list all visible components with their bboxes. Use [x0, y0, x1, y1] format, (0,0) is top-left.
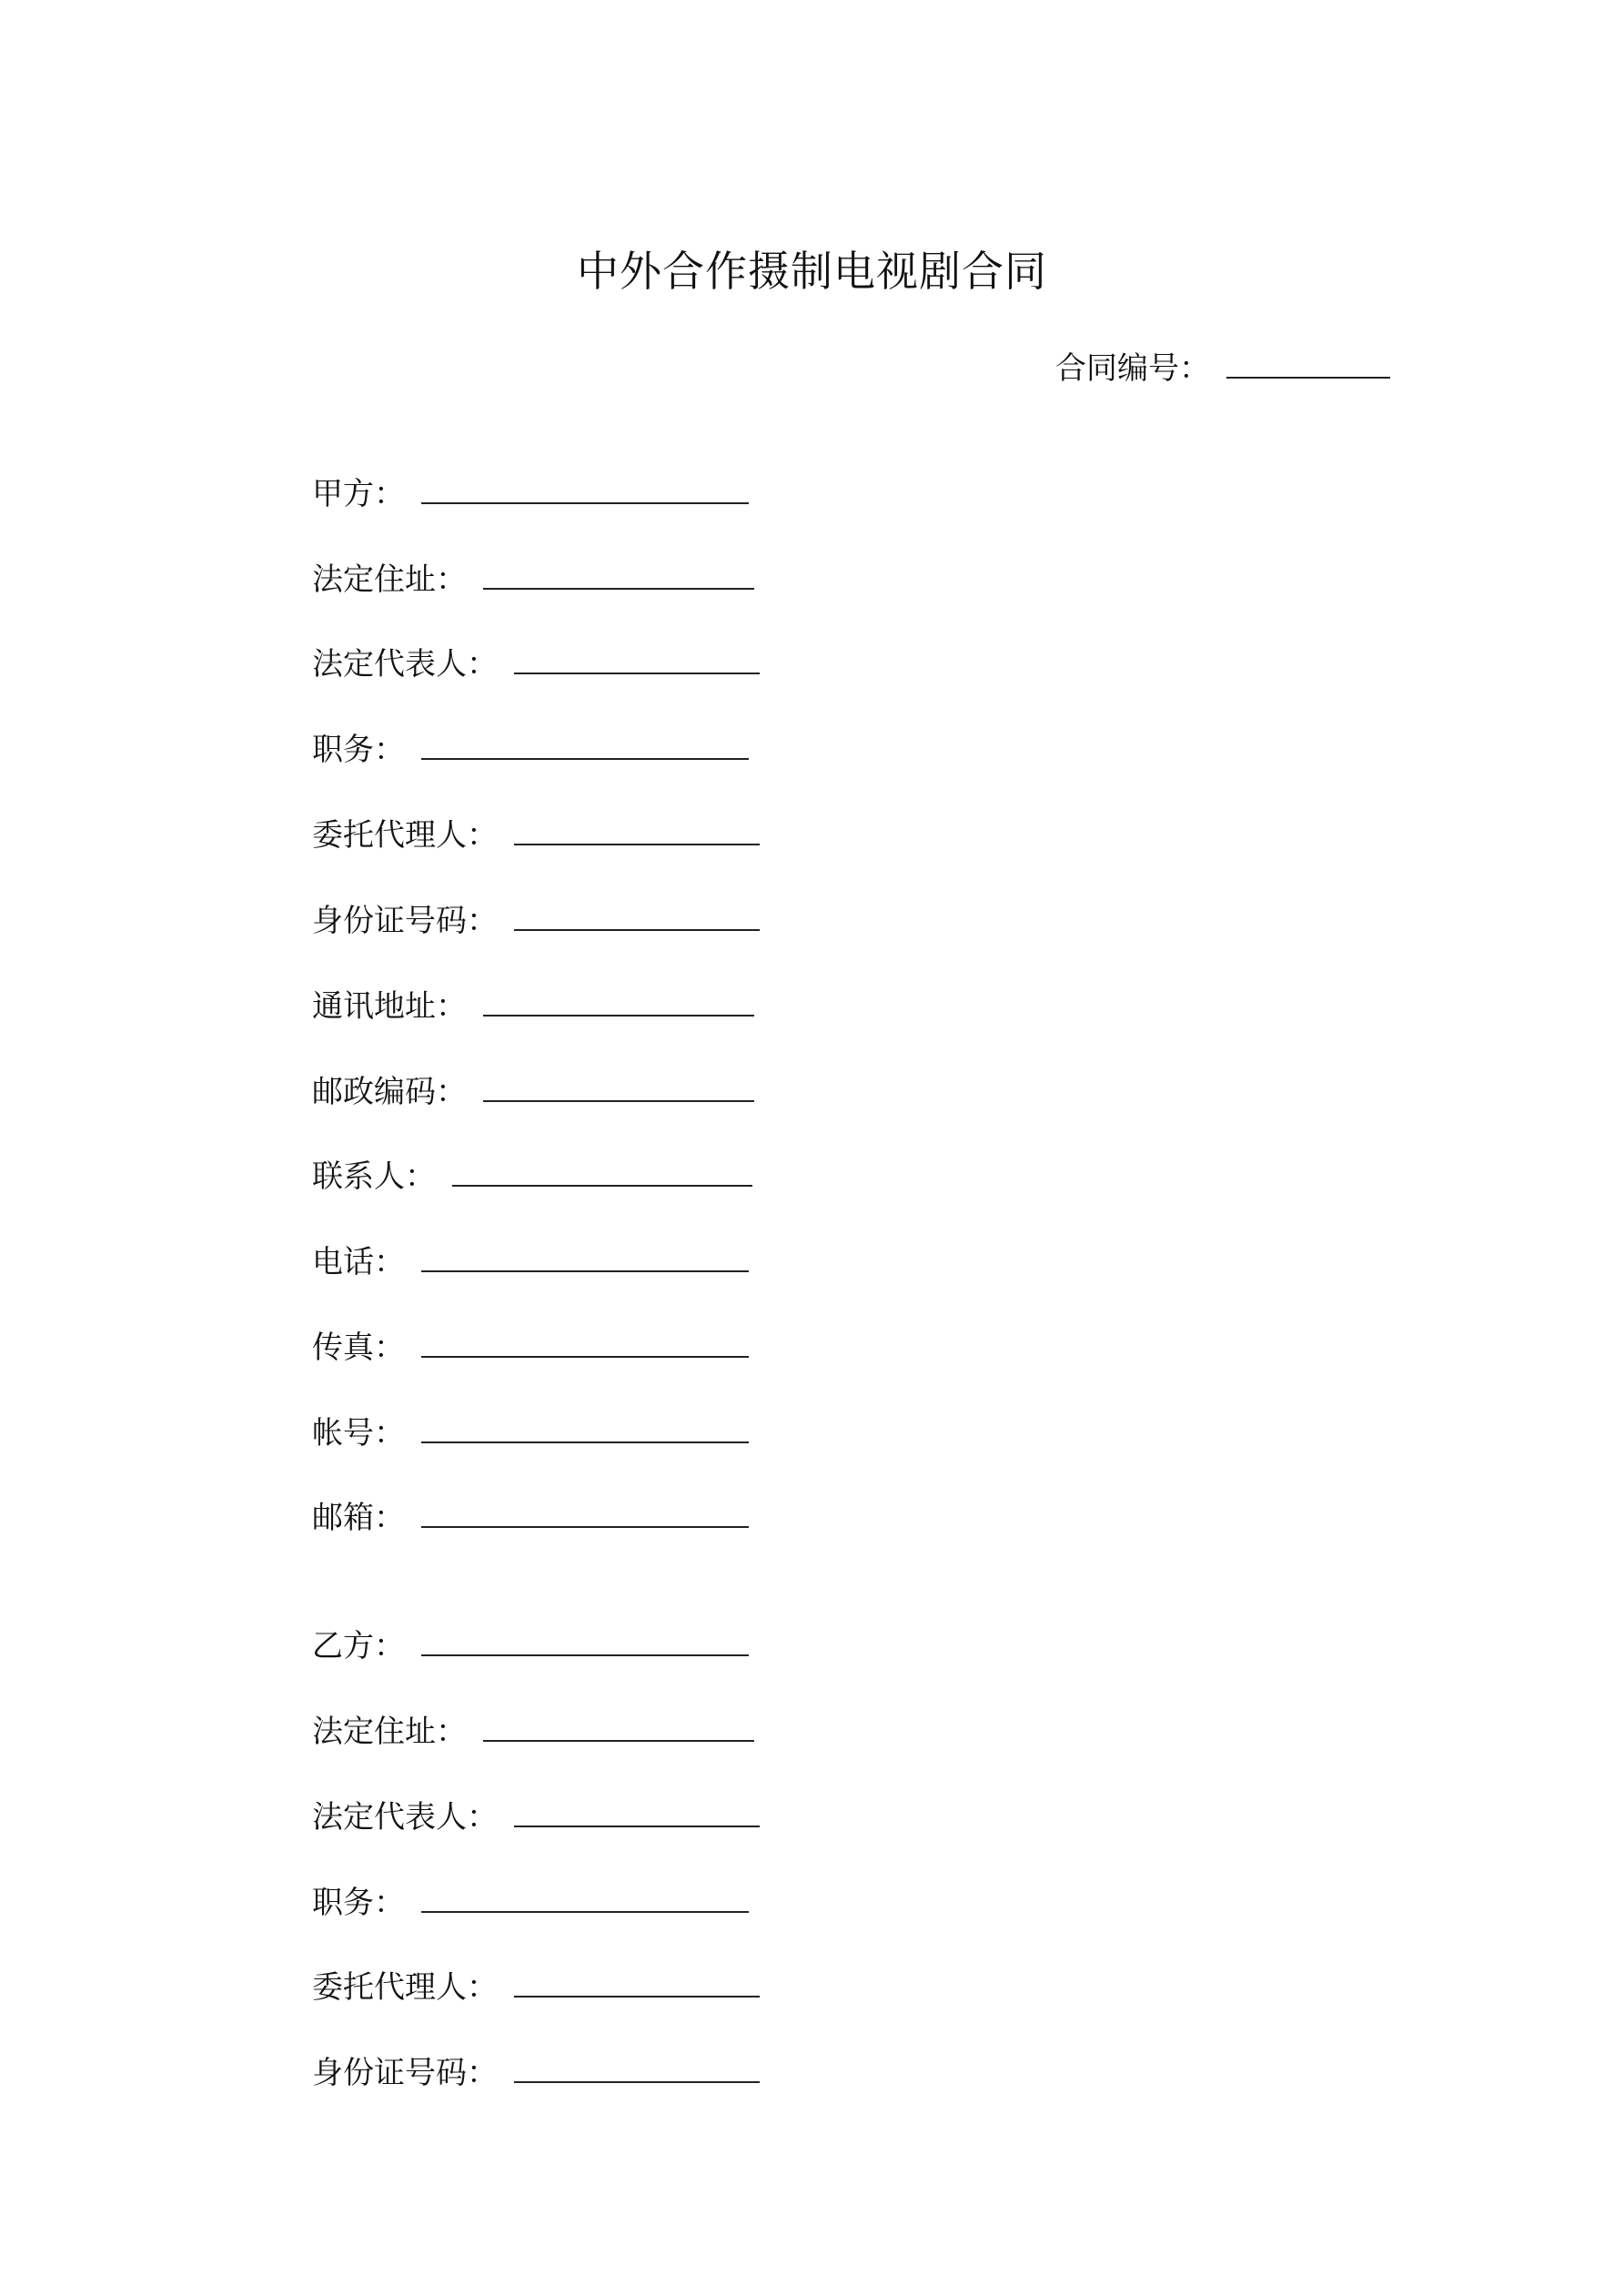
party-a-row-legal-representative	[312, 640, 760, 684]
party-a-row-postal-code	[312, 1067, 754, 1112]
fill-in-blank[interactable]	[421, 1238, 749, 1272]
party-b-row-legal-representative	[312, 1793, 760, 1837]
fill-in-blank[interactable]	[421, 1493, 749, 1528]
party-a-row-position	[312, 725, 749, 770]
fill-in-blank[interactable]	[514, 1793, 760, 1827]
party-b-row-id-number	[312, 2048, 760, 2093]
party-a-row-mailing-address	[312, 982, 754, 1027]
field-label: 通讯地址：	[312, 988, 467, 1025]
party-a-row-phone	[312, 1238, 749, 1282]
fill-in-blank[interactable]	[421, 1878, 749, 1913]
field-label: 法定住址：	[312, 1714, 467, 1750]
party-a-row-party	[312, 470, 749, 514]
fill-in-blank[interactable]	[421, 1409, 749, 1443]
fill-in-blank[interactable]	[483, 982, 754, 1017]
field-label: 乙方：	[312, 1628, 405, 1664]
fill-in-blank[interactable]	[514, 1963, 760, 1998]
field-label: 身份证号码：	[312, 903, 498, 939]
field-label: 邮政编码：	[312, 1074, 467, 1110]
party-a-row-fax	[312, 1323, 749, 1368]
party-a-row-agent	[312, 811, 760, 855]
party-a-row-account	[312, 1409, 749, 1453]
fill-in-blank[interactable]	[421, 470, 749, 504]
party-b-row-agent	[312, 1963, 760, 2008]
party-a-row-email	[312, 1493, 749, 1538]
fill-in-blank[interactable]	[421, 725, 749, 760]
fill-in-blank[interactable]	[452, 1152, 752, 1187]
field-label: 委托代理人：	[312, 1969, 498, 2006]
party-a-row-id-number	[312, 896, 760, 941]
fill-in-blank[interactable]	[483, 1067, 754, 1102]
party-b-row-party	[312, 1622, 749, 1666]
document-title: 中外合作摄制电视剧合同	[577, 247, 1047, 296]
field-label: 法定代表人：	[312, 646, 498, 683]
field-label: 法定住址：	[312, 561, 467, 598]
field-label: 甲方：	[312, 476, 405, 512]
fill-in-blank[interactable]	[514, 811, 760, 845]
fill-in-blank[interactable]	[483, 555, 754, 590]
field-label: 法定代表人：	[312, 1799, 498, 1836]
field-label: 电话：	[312, 1244, 405, 1280]
field-label: 委托代理人：	[312, 817, 498, 854]
field-label: 传真：	[312, 1330, 405, 1366]
party-a-row-contact	[312, 1152, 752, 1197]
party-b-row-position	[312, 1878, 749, 1923]
party-a-row-legal-address	[312, 555, 754, 600]
field-label: 帐号：	[312, 1415, 405, 1451]
fill-in-blank[interactable]	[421, 1622, 749, 1656]
field-label: 联系人：	[312, 1158, 436, 1195]
contract-number-blank[interactable]	[1226, 344, 1390, 379]
field-label: 身份证号码：	[312, 2055, 498, 2091]
field-label: 职务：	[312, 1885, 405, 1921]
fill-in-blank[interactable]	[514, 896, 760, 931]
contract-number-label: 合同编号：	[1055, 350, 1210, 387]
field-label: 职务：	[312, 732, 405, 768]
field-label: 邮箱：	[312, 1500, 405, 1536]
fill-in-blank[interactable]	[421, 1323, 749, 1358]
contract-number-line	[1055, 344, 1390, 389]
party-b-row-legal-address	[312, 1707, 754, 1752]
fill-in-blank[interactable]	[514, 2048, 760, 2083]
fill-in-blank[interactable]	[483, 1707, 754, 1742]
fill-in-blank[interactable]	[514, 640, 760, 674]
